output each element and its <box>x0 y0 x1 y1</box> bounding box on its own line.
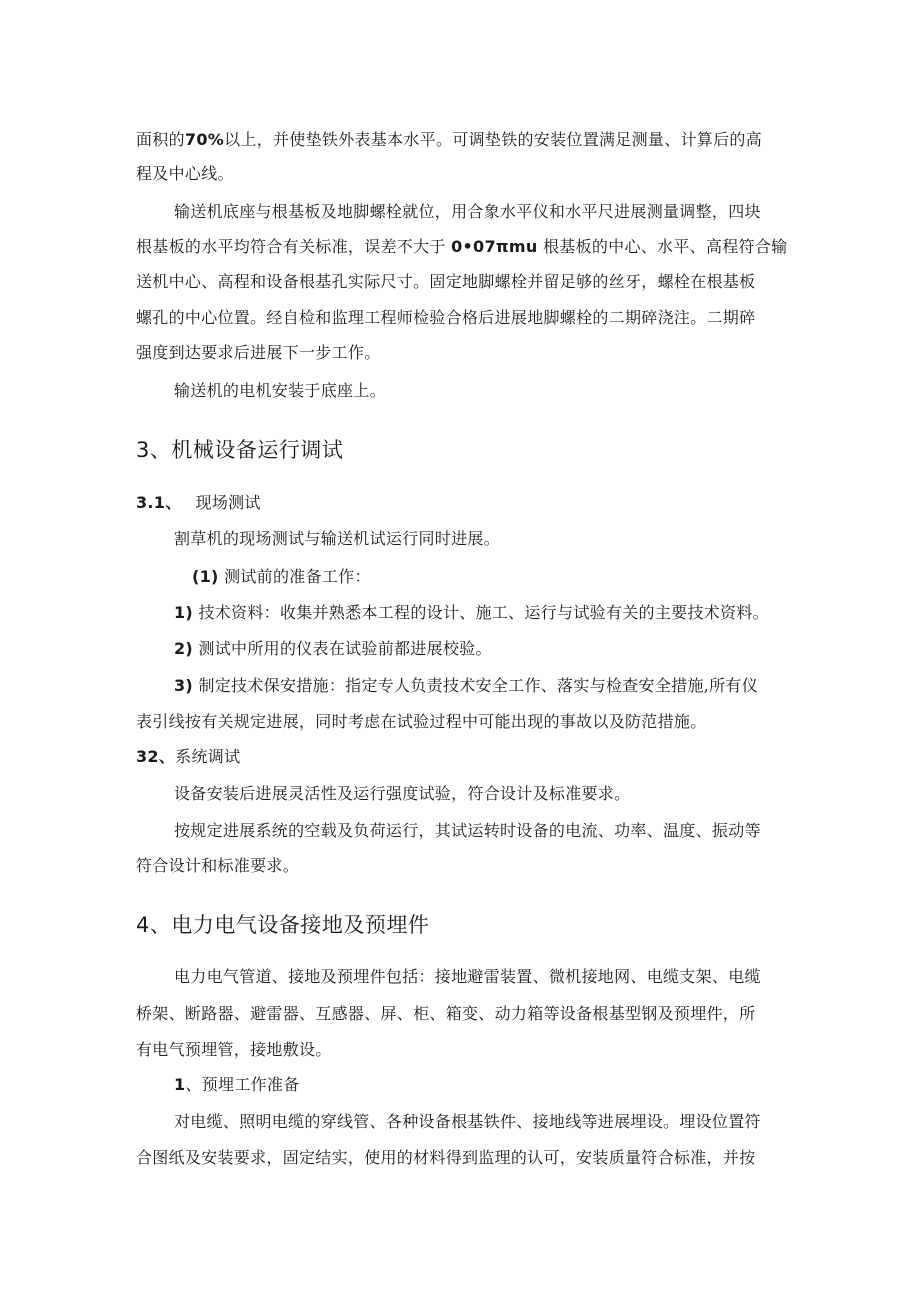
paragraph-line: 输送机底座与根基板及地脚螺栓就位，用合象水平仪和水平尺进展测量调整，四块 <box>174 202 761 221</box>
subsection-heading: 3.1、 现场测试 <box>136 493 261 512</box>
paragraph-line: 对电缆、照明电缆的穿线管、各种设备根基铁件、接地线等进展埋设。埋设位置符 <box>174 1112 761 1131</box>
section-heading: 4、电力电气设备接地及预埋件 <box>136 913 430 937</box>
paragraph-line: 面积的70%以上，并使垫铁外表基本水平。可调垫铁的安装位置满足测量、计算后的高 <box>136 130 763 149</box>
paragraph-line: 螺孔的中心位置。经自检和监理工程师检验合格后进展地脚螺栓的二期碎浇注。二期碎 <box>136 308 756 327</box>
subsection-heading: 32、系统调试 <box>136 747 241 766</box>
paragraph-line: 电力电气管道、接地及预埋件包括：接地避雷装置、微机接地网、电缆支架、电缆 <box>174 967 761 986</box>
section-heading: 3、机械设备运行调试 <box>136 438 344 462</box>
list-item: 2) 测试中所用的仪表在试验前都进展校验。 <box>174 639 492 658</box>
paragraph-line: 合图纸及安装要求，固定结实，使用的材料得到监理的认可，安装质量符合标准，并按 <box>136 1148 756 1167</box>
paragraph-line: 设备安装后进展灵活性及运行强度试验，符合设计及标准要求。 <box>174 784 631 803</box>
list-item: 1) 技术资料：收集并熟悉本工程的设计、施工、运行与试验有关的主要技术资料。 <box>174 603 769 622</box>
paragraph-line: 符合设计和标准要求。 <box>136 856 300 875</box>
paragraph-line: 有电气预埋管，接地敷设。 <box>136 1040 332 1059</box>
paragraph-line: 程及中心线。 <box>136 164 234 183</box>
subsection-heading: 1、预埋工作准备 <box>174 1075 300 1094</box>
paragraph-line: 强度到达要求后进展下一步工作。 <box>136 343 381 362</box>
list-item: 3) 制定技术保安措施：指定专人负责技术安全工作、落实与检查安全措施,所有仪 <box>174 676 759 695</box>
paragraph-line: 桥架、断路器、避雷器、互感器、屏、柜、箱变、动力箱等设备根基型钢及预埋件，所 <box>136 1004 756 1023</box>
list-item: (1) 测试前的准备工作： <box>192 567 371 586</box>
paragraph-line: 送机中心、高程和设备根基孔实际尺寸。固定地脚螺栓并留足够的丝牙，螺栓在根基板 <box>136 272 756 291</box>
paragraph-line: 表引线按有关规定进展，同时考虑在试验过程中可能出现的事故以及防范措施。 <box>136 712 707 731</box>
paragraph-line: 根基板的水平均符合有关标准，误差不大于 0•07πmu 根基板的中心、水平、高程符合输 <box>136 237 788 256</box>
paragraph-line: 割草机的现场测试与输送机试运行同时进展。 <box>174 529 501 548</box>
paragraph-line: 输送机的电机安装于底座上。 <box>174 381 386 400</box>
paragraph-line: 按规定进展系统的空载及负荷运行，其试运转时设备的电流、功率、温度、振动等 <box>174 821 761 840</box>
